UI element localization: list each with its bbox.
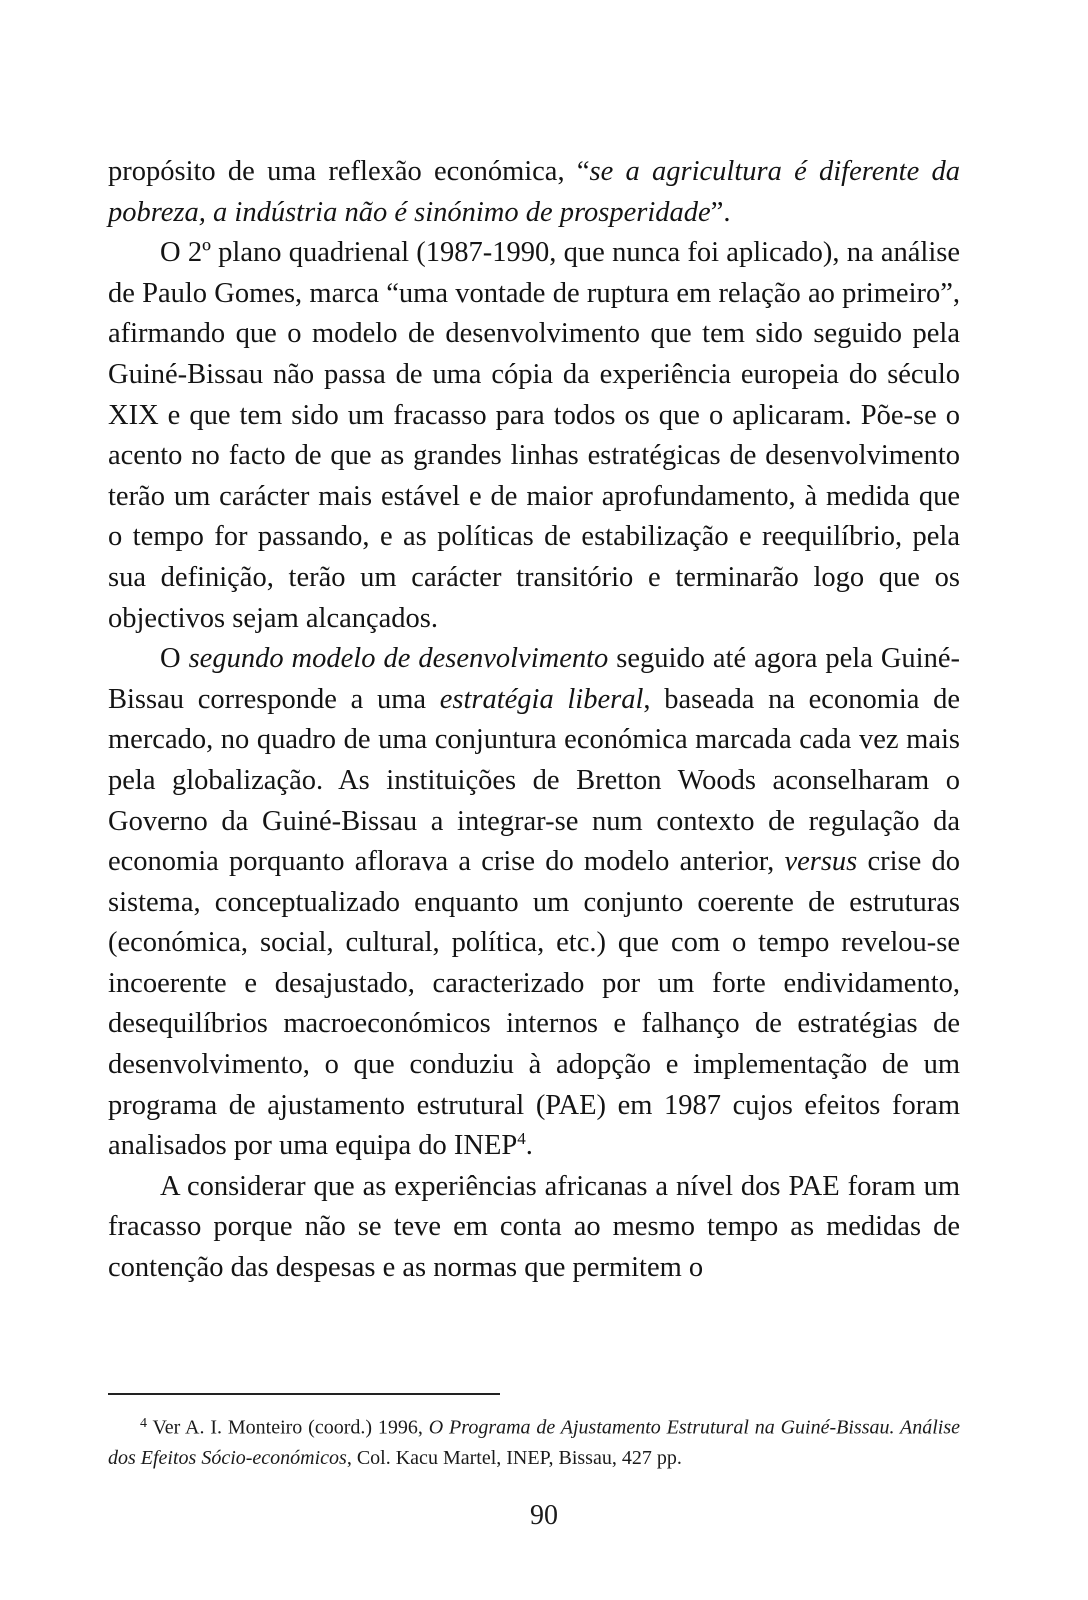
paragraph-3 (108, 639, 960, 1167)
italic-title: O Programa de Ajustamento Estrutural na Guiné-Bissau. Análise dos Efeitos Sócio-económicos (108, 1416, 960, 1470)
text-run: . (525, 1130, 533, 1162)
paragraph-4 (108, 1167, 960, 1289)
text-run: A considerar que as experiências africanas a nível dos PAE foram um fracasso porque não se teve em conta ao mesmo tempo as medidas de contenção das despesas e as normas que permitem o (108, 1170, 960, 1284)
italic-term: segundo modelo de desenvolvimento (188, 643, 609, 675)
text-run: crise do sistema, conceptualizado enquanto um conjunto coerente de estruturas (económica, social, cultural, política, etc.) que com o tempo revelou-se incoerente e desajustado, caracterizado por um forte endividamento, desequilíbrios macroeconómicos internos e falhanço de estratégias de desenvolvimento, o que conduziu à adopção e implementação de um programa de ajustamento estrutural (PAE) em 1987 cujos efeitos foram analisados por uma equipa do INEP (108, 846, 960, 1162)
footnote-marker: 4 (140, 1416, 147, 1431)
page-number: 90 (530, 1500, 558, 1531)
text-run: O (160, 643, 189, 675)
text-run: seguido até agora pela Guiné-Bissau corresponde a uma (108, 643, 960, 715)
italic-quote: se a agricultura é diferente da pobreza, a indústria não é sinónimo de prosperidade (108, 156, 960, 228)
page-body (108, 152, 960, 1289)
paragraph-1 (108, 152, 960, 233)
text-run: ”. (710, 196, 731, 228)
footnote-reference[interactable]: 4 (517, 1129, 526, 1148)
text-run: propósito de uma reflexão económica, “ (108, 156, 590, 187)
footnote-text (108, 1408, 960, 1474)
italic-term: versus (784, 846, 858, 878)
text-run: Ver A. I. Monteiro (coord.) 1996, (147, 1416, 429, 1439)
paragraph-2 (108, 233, 960, 639)
text-run: O 2º plano quadrienal (1987-1990, que nunca foi aplicado), na análise de Paulo Gomes, marca “uma vontade de ruptura em relação ao primeiro”, afirmando que o modelo de desenvolvimento que tem sido seguido pela Guiné-Bissau não passa de uma cópia da experiência europeia do século XIX e que tem sido um fracasso para todos os que o aplicaram. Põe-se o acento no facto de que as grandes linhas estratégicas de desenvolvimento terão um carácter mais estável e de maior aprofundamento, à medida que o tempo for passando, e as políticas de estabilização e reequilíbrio, pela sua definição, terão um carácter transitório e terminarão logo que os objectivos sejam alcançados. (108, 237, 960, 634)
text-run: , Col. Kacu Martel, INEP, Bissau, 427 pp. (346, 1447, 682, 1470)
italic-term: estratégia liberal (439, 683, 644, 715)
footnote-divider (108, 1393, 500, 1395)
text-run: , baseada na economia de mercado, no quadro de uma conjuntura económica marcada cada vez mais pela globalização. As instituições de Bretton Woods aconselharam o Governo da Guiné-Bissau a integrar-se num contexto de regulação da economia porquanto aflorava a crise do modelo anterior, (108, 683, 961, 878)
footnote (108, 1408, 960, 1474)
